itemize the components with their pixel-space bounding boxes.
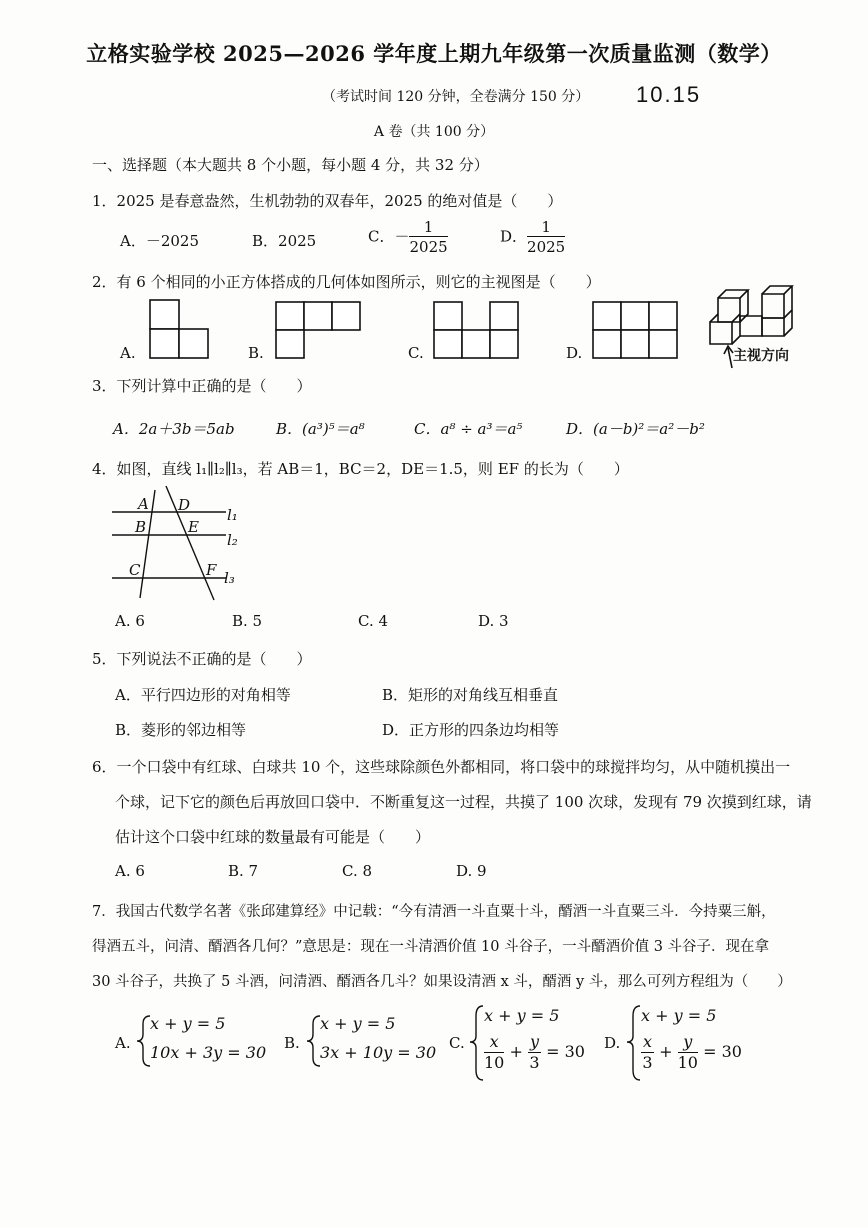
- q3-option-d: D．(a－b)²＝a²－b²: [566, 420, 705, 438]
- q7-c-f1-den: 10: [484, 1053, 505, 1072]
- q5-stem: 5．下列说法不正确的是（ ）: [92, 650, 312, 668]
- part-heading: 一、选择题（本大题共 8 个小题，每小题 4 分，共 32 分）: [92, 156, 489, 174]
- q7-line-1: 7．我国古代数学名著《张邱建算经》中记载：“今有清酒一斗直粟十斗，醑酒一斗直粟三斗．今持粟三斛，: [92, 904, 776, 920]
- exam-title: 立格实验学校 2025—2026 学年度上期九年级第一次质量监测（数学）: [86, 41, 782, 66]
- q1-c-numerator: 1: [409, 218, 447, 237]
- q7-c-f1-num: x: [484, 1032, 504, 1053]
- q4-label-F: F: [206, 561, 217, 579]
- q7-option-b-eq2: 3x + 10y = 30: [320, 1043, 437, 1062]
- q7-c-plus: +: [509, 1042, 523, 1061]
- q6-option-a: A. 6: [115, 862, 145, 880]
- q7-d-rest: = 30: [703, 1042, 742, 1061]
- q1-option-b: B．2025: [252, 232, 317, 250]
- q4-label-E: E: [188, 518, 199, 536]
- q2-option-a-label: A.: [120, 344, 136, 362]
- q4-label-B: B: [135, 518, 147, 536]
- q7-c-fraction-2: [528, 1032, 541, 1073]
- q7-option-c-eq1: x + y = 5: [484, 1006, 560, 1025]
- q7-c-rest: = 30: [546, 1042, 585, 1061]
- section-title: A 卷（共 100 分）: [373, 124, 495, 140]
- q7-d-f2-den: 10: [677, 1053, 698, 1072]
- q4-stem: 4．如图，直线 l₁∥l₂∥l₃，若 AB＝1，BC＝2，DE＝1.5，则 EF 的长为（ ）: [92, 460, 629, 478]
- q6-line-1: 6．一个口袋中有红球、白球共 10 个，这些球除颜色外都相同，将口袋中的球搅拌均匀，从中随机摸出一: [92, 758, 791, 776]
- q4-label-D: D: [178, 496, 191, 514]
- q5-option-a: A．平行四边形的对角相等: [115, 686, 291, 704]
- q5-option-b: B．矩形的对角线互相垂直: [382, 686, 559, 704]
- q2-option-b-label: B.: [248, 344, 264, 362]
- q4-option-c: C. 4: [358, 612, 389, 630]
- q3-option-c: C．a⁸ ÷ a³＝a⁵: [414, 420, 523, 438]
- q7-d-f2-num: y: [678, 1032, 698, 1053]
- q6-option-d: D. 9: [456, 862, 487, 880]
- q1-option-a: A．－2025: [120, 232, 200, 250]
- q2-stem: 2．有 6 个相同的小正方体搭成的几何体如图所示，则它的主视图是（ ）: [92, 273, 601, 291]
- q7-option-b-eq1: x + y = 5: [320, 1014, 396, 1033]
- q7-c-fraction-1: [484, 1032, 504, 1073]
- q1-stem: 1．2025 是春意盎然，生机勃勃的双春年，2025 的绝对值是（ ）: [92, 192, 563, 210]
- q4-option-b: B. 5: [232, 612, 263, 630]
- q7-option-c-eq2: [484, 1032, 585, 1073]
- q7-line-3: 30 斗谷子，共换了 5 斗酒，问清酒、醑酒各几斗？如果设清酒 x 斗，醑酒 y 斗，那么可列方程组为（ ）: [92, 974, 792, 990]
- q2-option-c-label: C.: [408, 344, 424, 362]
- q7-option-c-label: C.: [449, 1034, 465, 1052]
- q6-line-2: 个球，记下它的颜色后再放回口袋中．不断重复这一过程，共摸了 100 次球，发现有 79 次摸到红球，请: [115, 793, 812, 811]
- exam-subtitle: （考试时间 120 分钟，全卷满分 150 分）: [322, 89, 590, 105]
- exam-date: 10.15: [636, 82, 702, 107]
- q7-option-a-label: A.: [115, 1034, 131, 1052]
- q1-d-denominator: 2025: [527, 238, 566, 256]
- q1-d-numerator: 1: [527, 218, 565, 237]
- q7-d-plus: +: [659, 1042, 673, 1061]
- q7-line-2: 得酒五斗，问清、醑酒各几何？”意思是：现在一斗清酒价值 10 斗谷子，一斗醑酒价值 3 斗谷子．现在拿: [92, 939, 770, 955]
- q7-c-f2-den: 3: [529, 1053, 540, 1072]
- q5-option-c: B．菱形的邻边相等: [115, 721, 247, 739]
- q1-option-d-label: D．: [500, 227, 528, 246]
- q2-option-d-label: D.: [566, 344, 583, 362]
- q7-d-f1-den: 3: [642, 1053, 653, 1072]
- q7-d-f1-num: x: [643, 1032, 653, 1051]
- q6-option-c: C. 8: [342, 862, 373, 880]
- q4-option-d: D. 3: [478, 612, 509, 630]
- q1-option-c-label: C．－: [368, 227, 410, 246]
- q7-d-fraction-1: [641, 1032, 654, 1073]
- q4-label-l2: l₂: [227, 531, 238, 549]
- q6-line-3: 估计这个口袋中红球的数量最有可能是（ ）: [115, 828, 431, 846]
- q7-option-d-label: D.: [604, 1034, 621, 1052]
- q7-option-a-eq1: x + y = 5: [150, 1014, 226, 1033]
- q5-option-d: D．正方形的四条边均相等: [382, 721, 560, 739]
- q7-option-d-eq1: x + y = 5: [641, 1006, 717, 1025]
- q4-option-a: A. 6: [115, 612, 145, 630]
- q7-option-d-eq2: [641, 1032, 742, 1073]
- q7-option-b-label: B.: [284, 1034, 300, 1052]
- q2-view-direction-note: 主视方向: [733, 347, 789, 363]
- q7-d-fraction-2: [678, 1032, 698, 1073]
- q3-stem: 3．下列计算中正确的是（ ）: [92, 377, 312, 395]
- q6-option-b: B. 7: [228, 862, 259, 880]
- q7-option-a-eq2: 10x + 3y = 30: [150, 1043, 267, 1062]
- q4-label-C: C: [129, 561, 141, 579]
- q4-label-A: A: [138, 495, 149, 513]
- q4-label-l1: l₁: [227, 506, 238, 524]
- q3-option-b: B．(a³)⁵＝a⁸: [276, 420, 365, 438]
- q4-label-l3: l₃: [224, 569, 235, 587]
- q7-c-f2-num: y: [529, 1032, 539, 1051]
- q3-option-a: A．2a＋3b＝5ab: [113, 420, 235, 438]
- q1-c-denominator: 2025: [409, 238, 448, 256]
